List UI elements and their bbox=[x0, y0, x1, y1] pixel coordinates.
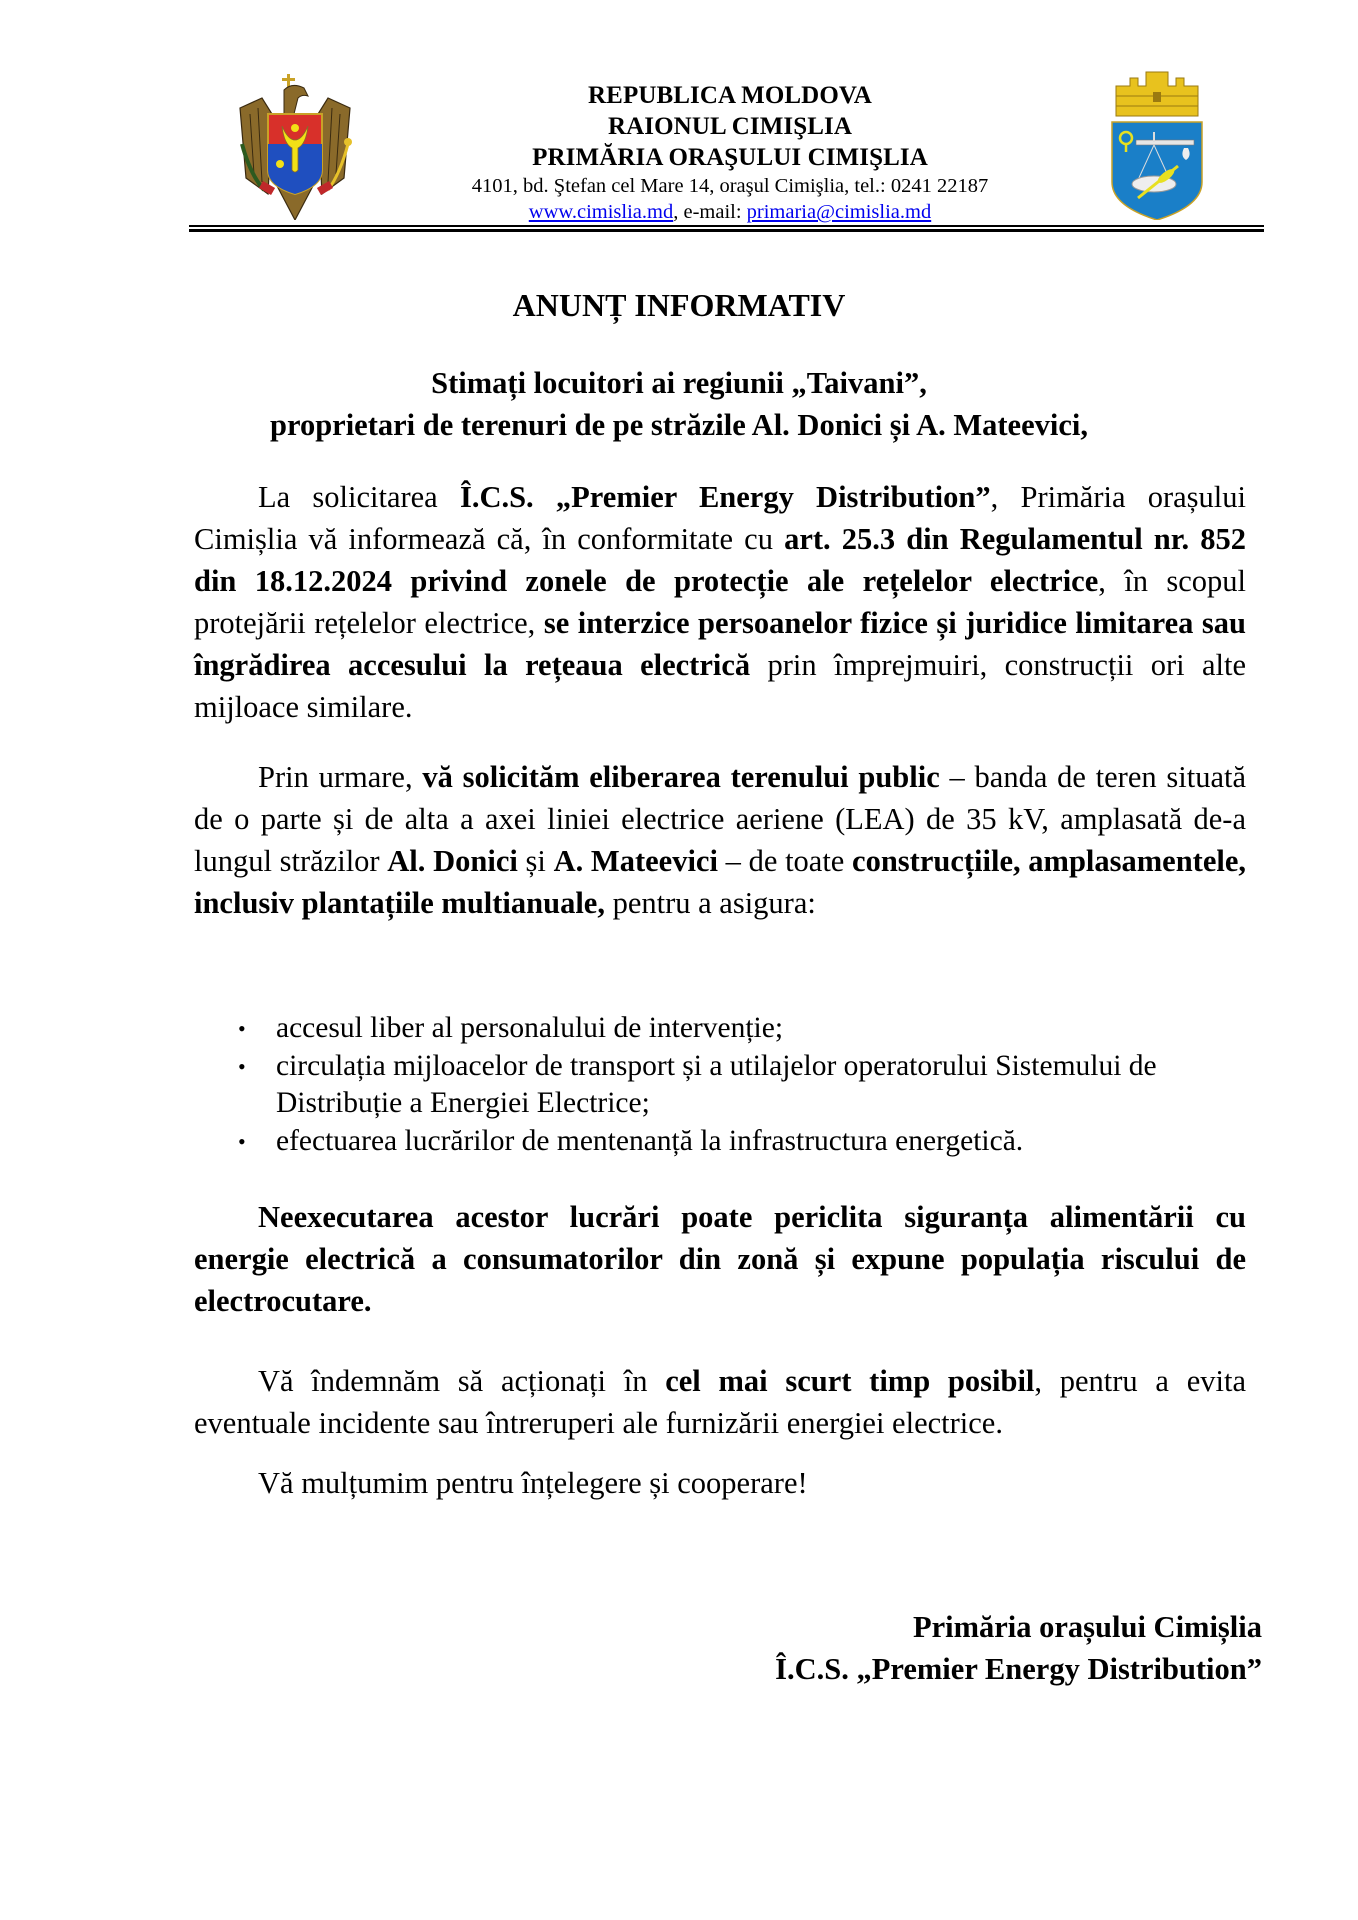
letterhead bbox=[380, 80, 1080, 225]
bold-span: se interzice persoanelor fizice și juridice limitarea sau îngrădirea accesului la rețeaua electrică bbox=[194, 606, 1246, 682]
text-span: , Primăria orașului Cimișlia vă informează că, în conformitate cu bbox=[194, 480, 1246, 556]
text-span: La solicitarea bbox=[258, 480, 460, 514]
greeting-line-1: Stimați locuitori ai regiunii „Taivani”, bbox=[431, 366, 927, 400]
cimislia-coat-of-arms-icon bbox=[1108, 70, 1206, 220]
bold-span: art. 25.3 din Regulamentul nr. 852 din 18.12.2024 privind zonele de protecție ale rețelelor electrice bbox=[194, 522, 1246, 598]
document-title: ANUNȚ INFORMATIV bbox=[512, 287, 846, 323]
signature-line-2: Î.C.S. „Premier Energy Distribution” bbox=[775, 1652, 1262, 1686]
email-label: , e-mail: bbox=[673, 201, 747, 223]
list-item-text: efectuarea lucrărilor de mentenanță la infrastructura energetică. bbox=[276, 1124, 1024, 1157]
greeting bbox=[0, 362, 1358, 446]
text-span: Prin urmare, bbox=[258, 760, 423, 794]
paragraph-clearance bbox=[194, 756, 1246, 924]
list-item bbox=[194, 1123, 1246, 1161]
text-span: – banda de teren situată de o parte și de alta a axei liniei electrice aeriene (LEA) de 35 kV, amplasată de-a lungul străzilor bbox=[194, 760, 1246, 878]
text-span: prin împrejmuiri, construcții ori alte mijloace similare. bbox=[194, 648, 1246, 724]
bullet-icon: • bbox=[238, 1128, 246, 1154]
text-span: , în scopul protejării rețelelor electrice, bbox=[194, 564, 1246, 640]
bold-span: A. Mateevici bbox=[553, 844, 718, 878]
header-country: REPUBLICA MOLDOVA bbox=[588, 82, 872, 109]
text-span: , pentru a evita eventuale incidente sau întreruperi ale furnizării energiei electrice. bbox=[194, 1364, 1246, 1440]
bold-span: Î.C.S. „Premier Energy Distribution” bbox=[459, 480, 991, 514]
list-item-text: accesul liber al personalului de intervenție; bbox=[276, 1012, 784, 1044]
list-item bbox=[194, 1048, 1246, 1123]
paragraph-request bbox=[194, 476, 1246, 728]
purpose-list bbox=[194, 1010, 1246, 1160]
header-contact bbox=[380, 199, 1080, 225]
text-span: și bbox=[517, 844, 554, 878]
list-item bbox=[194, 1010, 1246, 1048]
header-district: RAIONUL CIMIŞLIA bbox=[607, 113, 852, 140]
header-divider bbox=[189, 225, 1264, 233]
signature-block bbox=[775, 1606, 1262, 1690]
paragraph-warning bbox=[194, 1196, 1246, 1322]
text-span: Vă îndemnăm să acționați în bbox=[258, 1364, 666, 1398]
text-span: – de toate bbox=[717, 844, 853, 878]
warning-text: Neexecutarea acestor lucrări poate periclita siguranța alimentării cu energie electrică a consumatorilor din zonă și expune populația riscului de electrocutare. bbox=[194, 1200, 1246, 1318]
bold-span: vă solicităm eliberarea terenului public bbox=[422, 760, 940, 794]
paragraph-thanks bbox=[194, 1462, 1246, 1504]
bold-span: Al. Donici bbox=[387, 844, 518, 878]
greeting-line-2: proprietari de terenuri de pe străzile Al. Donici și A. Mateevici, bbox=[270, 408, 1088, 442]
header-institution: PRIMĂRIA ORAŞULUI CIMIŞLIA bbox=[532, 144, 928, 171]
bold-span: cel mai scurt timp posibil bbox=[665, 1364, 1035, 1398]
signature-line-1: Primăria orașului Cimișlia bbox=[912, 1610, 1262, 1644]
bullet-icon: • bbox=[238, 1053, 246, 1079]
moldova-coat-of-arms-icon bbox=[232, 74, 358, 220]
website-link[interactable]: www.cimislia.md bbox=[528, 201, 674, 223]
paragraph-urge bbox=[194, 1360, 1246, 1444]
list-item-text: circulația mijloacelor de transport și a utilajelor operatorului Sistemului de Distribuție a Energiei Electrice; bbox=[276, 1049, 1157, 1119]
bold-span: construcțiile, amplasamentele, inclusiv plantațiile multianuale, bbox=[194, 844, 1246, 920]
email-link[interactable]: primaria@cimislia.md bbox=[746, 201, 932, 223]
thanks-text: Vă mulțumim pentru înțelegere și cooperare! bbox=[258, 1466, 808, 1500]
header-address: 4101, bd. Ştefan cel Mare 14, oraşul Cimişlia, tel.: 0241 22187 bbox=[471, 175, 989, 197]
bullet-icon: • bbox=[238, 1016, 246, 1041]
text-span: pentru a asigura: bbox=[604, 886, 816, 920]
